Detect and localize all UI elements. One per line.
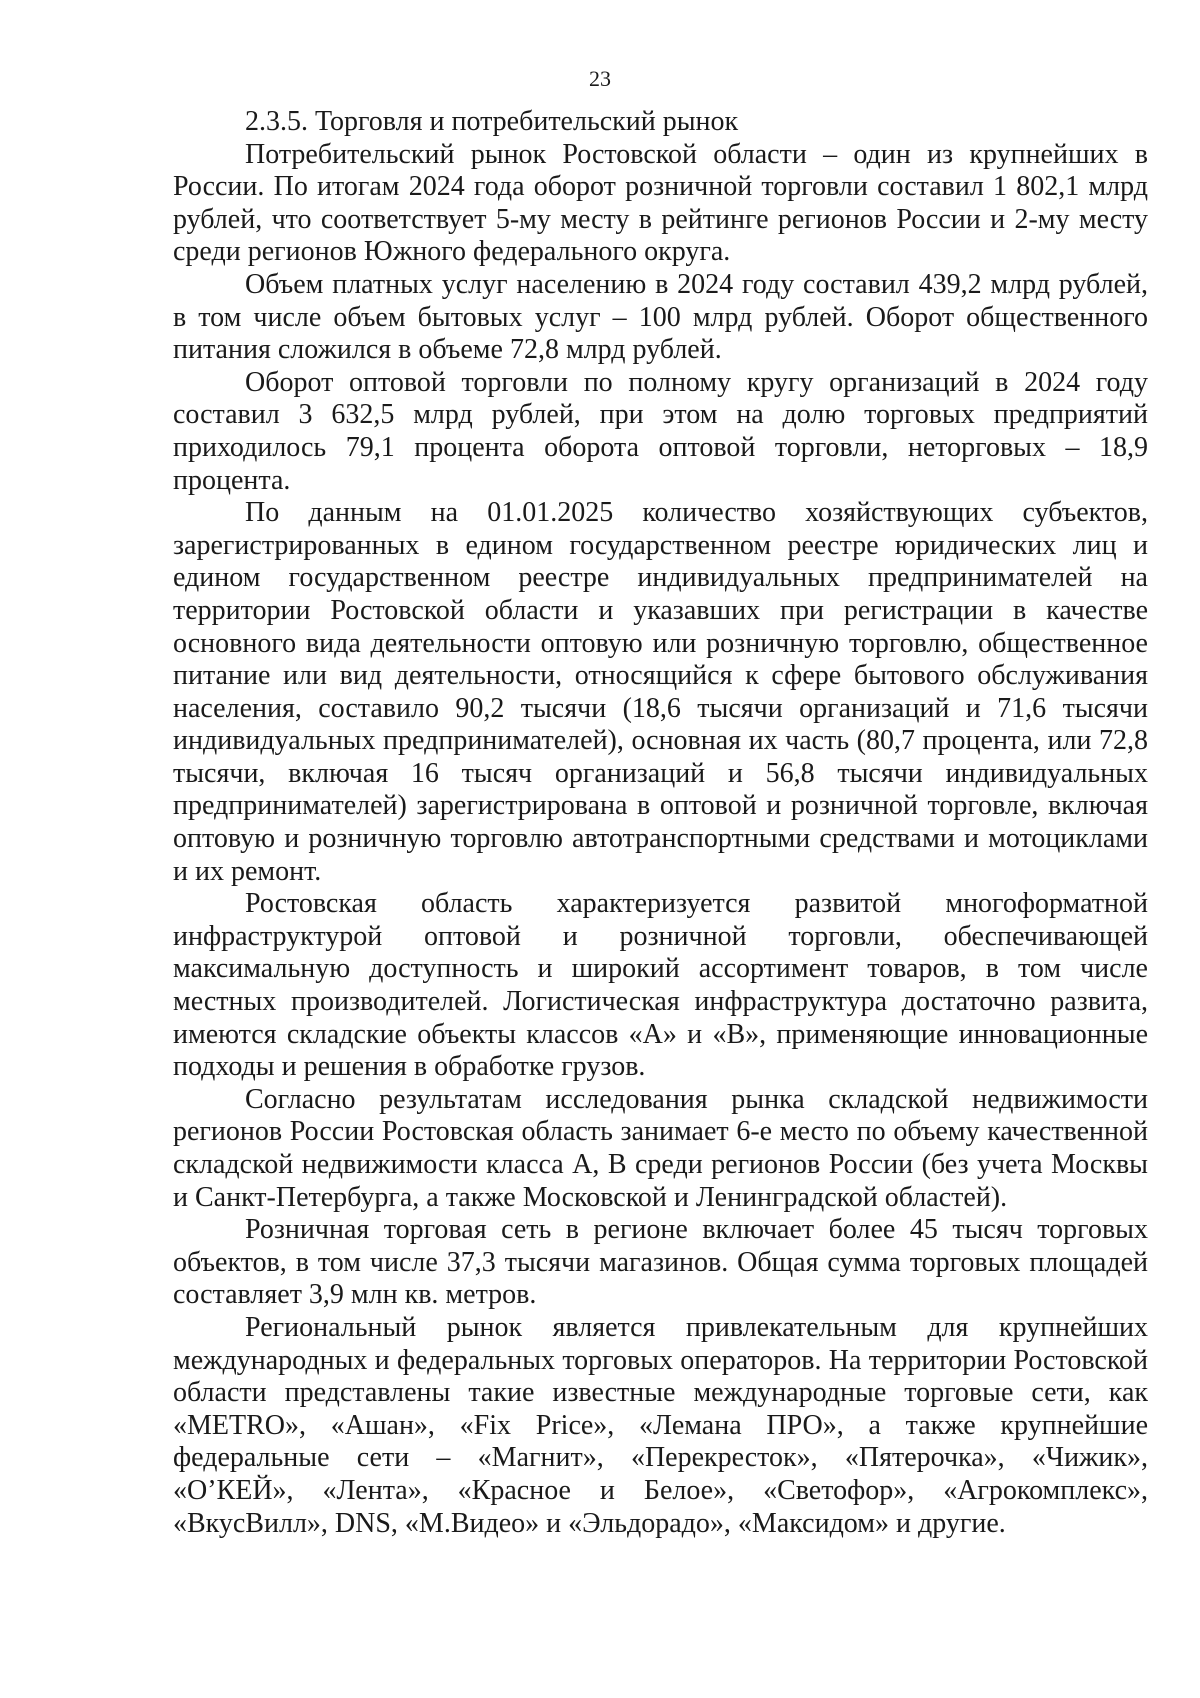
paragraph-wholesale-turnover: Оборот оптовой торговли по полному кругу организаций в 2024 году составил 3 632,5 млрд рублей, при этом на долю торговых предприятий приходилось 79,1 процента оборота оптовой торговли, неторговых – 18,9 процента. bbox=[173, 366, 1148, 496]
paragraph-business-entities: По данным на 01.01.2025 количество хозяйствующих субъектов, зарегистрированных в едином государственном реестре юридических лиц и едином государственном реестре индивидуальных предпринимателей на территории Ростовской области и указавших при регистрации в качестве основного вида деятельности оптовую или розничную торговлю, общественное питание или вид деятельности, относящийся к сфере бытового обслуживания населения, составило 90,2 тысячи (18,6 тысячи организаций и 71,6 тысячи индивидуальных предпринимателей), основная их часть (80,7 процента, или 72,8 тысячи, включая 16 тысяч организаций и 56,8 тысячи индивидуальных предпринимателей) зарегистрирована в оптовой и розничной торговле, включая оптовую и розничную торговлю автотранспортными средствами и мотоциклами и их ремонт. bbox=[173, 497, 1148, 887]
paragraph-retail-network: Розничная торговая сеть в регионе включает более 45 тысяч торговых объектов, в том числе 37,3 тысячи магазинов. Общая сумма торговых площадей составляет 3,9 млн кв. метров. bbox=[173, 1214, 1148, 1311]
document-body bbox=[173, 106, 1148, 1540]
paragraph-infrastructure: Ростовская область характеризуется развитой многоформатной инфраструктурой оптовой и розничной торговли, обеспечивающей максимальную доступность и широкий ассортимент товаров, в том числе местных производителей. Логистическая инфраструктура достаточно развита, имеются складские объекты классов «А» и «В», применяющие инновационные подходы и решения в обработке грузов. bbox=[173, 888, 1148, 1083]
paragraph-consumer-market: Потребительский рынок Ростовской области – один из крупнейших в России. По итогам 2024 года оборот розничной торговли составил 1 802,1 млрд рублей, что соответствует 5-му месту в рейтинге регионов России и 2-му месту среди регионов Южного федерального округа. bbox=[173, 138, 1148, 268]
paragraph-warehouse-ranking: Согласно результатам исследования рынка складской недвижимости регионов России Ростовская область занимает 6-е место по объему качественной складской недвижимости класса А, В среди регионов России (без учета Москвы и Санкт-Петербурга, а также Московской и Ленинградской областей). bbox=[173, 1083, 1148, 1213]
paragraph-retail-operators: Региональный рынок является привлекательным для крупнейших международных и федеральных торговых операторов. На территории Ростовской области представлены такие известные международные торговые сети, как «METRO», «Ашан», «Fix Price», «Лемана ПРО», а также крупнейшие федеральные сети – «Магнит», «Перекресток», «Пятерочка», «Чижик», «О’КЕЙ», «Лента», «Красное и Белое», «Светофор», «Агрокомплекс», «ВкусВилл», DNS, «М.Видео» и «Эльдорадо», «Максидом» и другие. bbox=[173, 1311, 1148, 1539]
page-number: 23 bbox=[589, 66, 611, 91]
section-heading: 2.3.5. Торговля и потребительский рынок bbox=[245, 106, 739, 137]
paragraph-paid-services: Объем платных услуг населению в 2024 году составил 439,2 млрд рублей, в том числе объем бытовых услуг – 100 млрд рублей. Оборот общественного питания сложился в объеме 72,8 млрд рублей. bbox=[173, 268, 1148, 366]
